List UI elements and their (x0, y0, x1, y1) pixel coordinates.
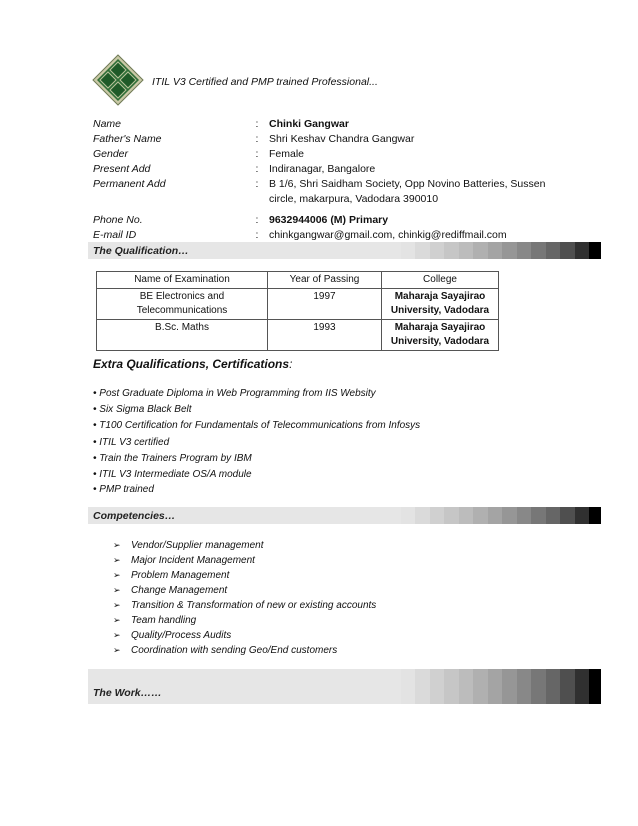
list-item: • ITIL V3 certified (93, 436, 170, 448)
gradient-step (531, 507, 546, 524)
list-item: • ITIL V3 Intermediate OS/A module (93, 468, 252, 480)
info-label: Father's Name (93, 133, 162, 145)
arrow-bullet-icon: ➢ (113, 585, 121, 595)
gradient-step (575, 507, 590, 524)
info-label: Name (93, 118, 122, 130)
gradient-step (589, 507, 601, 524)
gradient-step (401, 669, 416, 704)
gradient-strip (401, 242, 602, 259)
arrow-bullet-icon: ➢ (113, 570, 121, 580)
info-colon: : (255, 229, 259, 241)
arrow-bullet-icon: ➢ (113, 540, 121, 550)
table-header: Year of Passing (268, 272, 382, 289)
gradient-step (531, 669, 546, 704)
gradient-step (517, 669, 532, 704)
info-colon: : (255, 163, 259, 175)
gradient-step (430, 507, 445, 524)
gradient-step (560, 507, 575, 524)
info-row-permanent (93, 177, 549, 192)
table-cell-year: 1997 (268, 289, 382, 320)
list-item: ➢ Vendor/Supplier management (113, 540, 264, 551)
table-cell-year: 1993 (268, 320, 382, 351)
table-row (97, 320, 499, 351)
gradient-step (517, 242, 532, 259)
list-item: ➢ Quality/Process Audits (113, 630, 232, 641)
gradient-step (488, 507, 503, 524)
info-row-father (93, 132, 549, 147)
info-value-name: Chinki Gangwar (269, 118, 349, 130)
gradient-step (444, 242, 459, 259)
gradient-step (502, 507, 517, 524)
info-label: E-mail ID (93, 229, 137, 241)
gradient-step (546, 507, 561, 524)
arrow-bullet-icon: ➢ (113, 645, 121, 655)
info-row-present (93, 162, 549, 177)
table-header-row (97, 272, 499, 289)
info-row-gender (93, 147, 549, 162)
table-header: Name of Examination (97, 272, 268, 289)
info-value-permanent-2: circle, makarpura, Vadodara 390010 (269, 193, 439, 205)
info-label: Gender (93, 148, 129, 160)
gradient-step (401, 242, 416, 259)
section-bar-competencies (88, 507, 601, 524)
section-bar-work (88, 669, 601, 704)
list-item: ➢ Major Incident Management (113, 555, 255, 566)
info-colon: : (255, 214, 259, 226)
gradient-step (546, 669, 561, 704)
section-title-qualification: The Qualification… (93, 244, 189, 257)
info-label: Present Add (93, 163, 151, 175)
section-title-competencies: Competencies… (93, 509, 176, 522)
gradient-step (459, 507, 474, 524)
list-item: ➢ Problem Management (113, 570, 230, 581)
gradient-step (502, 669, 517, 704)
extra-qualifications-list (93, 386, 420, 498)
gradient-strip (401, 507, 602, 524)
gradient-step (488, 669, 503, 704)
extra-qualifications-heading: Extra Qualifications, Certifications: (93, 357, 293, 371)
arrow-bullet-icon: ➢ (113, 600, 121, 610)
gradient-step (546, 242, 561, 259)
gradient-step (473, 507, 488, 524)
list-item: ➢ Transition & Transformation of new or existing accounts (113, 600, 377, 611)
gradient-step (531, 242, 546, 259)
info-value-phone: 9632944006 (M) Primary (269, 214, 389, 226)
list-item: • T100 Certification for Fundamentals of Telecommunications from Infosys (93, 420, 421, 431)
gradient-step (415, 242, 430, 259)
info-value-permanent-1: B 1/6, Shri Saidham Society, Opp Novino Batteries, Sussen (269, 178, 546, 190)
gradient-step (589, 242, 601, 259)
gradient-step (560, 242, 575, 259)
arrow-bullet-icon: ➢ (113, 615, 121, 625)
list-item: ➢ Team handling (113, 615, 197, 626)
arrow-bullet-icon: ➢ (113, 555, 121, 565)
list-item: • Six Sigma Black Belt (93, 403, 192, 415)
table-cell-college: Maharaja Sayajirao University, Vadodara (382, 289, 499, 320)
gradient-step (444, 507, 459, 524)
list-item: • Train the Trainers Program by IBM (93, 453, 252, 464)
gradient-step (560, 669, 575, 704)
gradient-step (459, 669, 474, 704)
list-item: ➢ Coordination with sending Geo/End customers (113, 645, 338, 656)
gradient-step (473, 242, 488, 259)
info-row-name (93, 117, 549, 132)
table-cell-exam: BE Electronics and Telecommunications (97, 289, 268, 320)
section-title-work: The Work…… (93, 687, 162, 699)
info-row-phone (93, 213, 549, 228)
info-label: Phone No. (93, 214, 143, 226)
arrow-bullet-icon: ➢ (113, 630, 121, 640)
competencies-list (113, 538, 376, 658)
list-item: • Post Graduate Diploma in Web Programming from IIS Websity (93, 388, 376, 399)
table-cell-college: Maharaja Sayajirao University, Vadodara (382, 320, 499, 351)
info-value-father: Shri Keshav Chandra Gangwar (269, 133, 415, 145)
info-colon: : (255, 118, 259, 130)
gradient-step (444, 669, 459, 704)
list-item: • PMP trained (93, 484, 154, 495)
gradient-step (502, 242, 517, 259)
info-value-present: Indiranagar, Bangalore (269, 163, 376, 175)
info-colon: : (255, 178, 259, 190)
gradient-step (589, 669, 601, 704)
info-value-gender: Female (269, 148, 305, 160)
info-value-email: chinkgangwar@gmail.com, chinkig@rediffmail.com (269, 229, 507, 241)
gradient-step (488, 242, 503, 259)
gradient-step (575, 669, 590, 704)
gradient-step (415, 507, 430, 524)
qualification-table (96, 271, 499, 351)
info-label: Permanent Add (93, 178, 166, 190)
gradient-step (473, 669, 488, 704)
gradient-step (459, 242, 474, 259)
gradient-step (430, 242, 445, 259)
gradient-step (430, 669, 445, 704)
table-row (97, 289, 499, 320)
list-item: ➢ Change Management (113, 585, 228, 596)
tagline: ITIL V3 Certified and PMP trained Professional... (152, 76, 378, 88)
diamond-logo-icon (92, 54, 144, 106)
gradient-step (415, 669, 430, 704)
gradient-step (401, 507, 416, 524)
gradient-step (575, 242, 590, 259)
section-bar-qualification (88, 242, 601, 259)
gradient-step (517, 507, 532, 524)
personal-info (93, 117, 549, 243)
gradient-strip (401, 669, 602, 704)
info-colon: : (255, 133, 259, 145)
table-header: College (382, 272, 499, 289)
info-colon: : (255, 148, 259, 160)
info-row-email (93, 228, 549, 243)
table-cell-exam: B.Sc. Maths (97, 320, 268, 351)
info-row-permanent-cont (93, 192, 549, 207)
